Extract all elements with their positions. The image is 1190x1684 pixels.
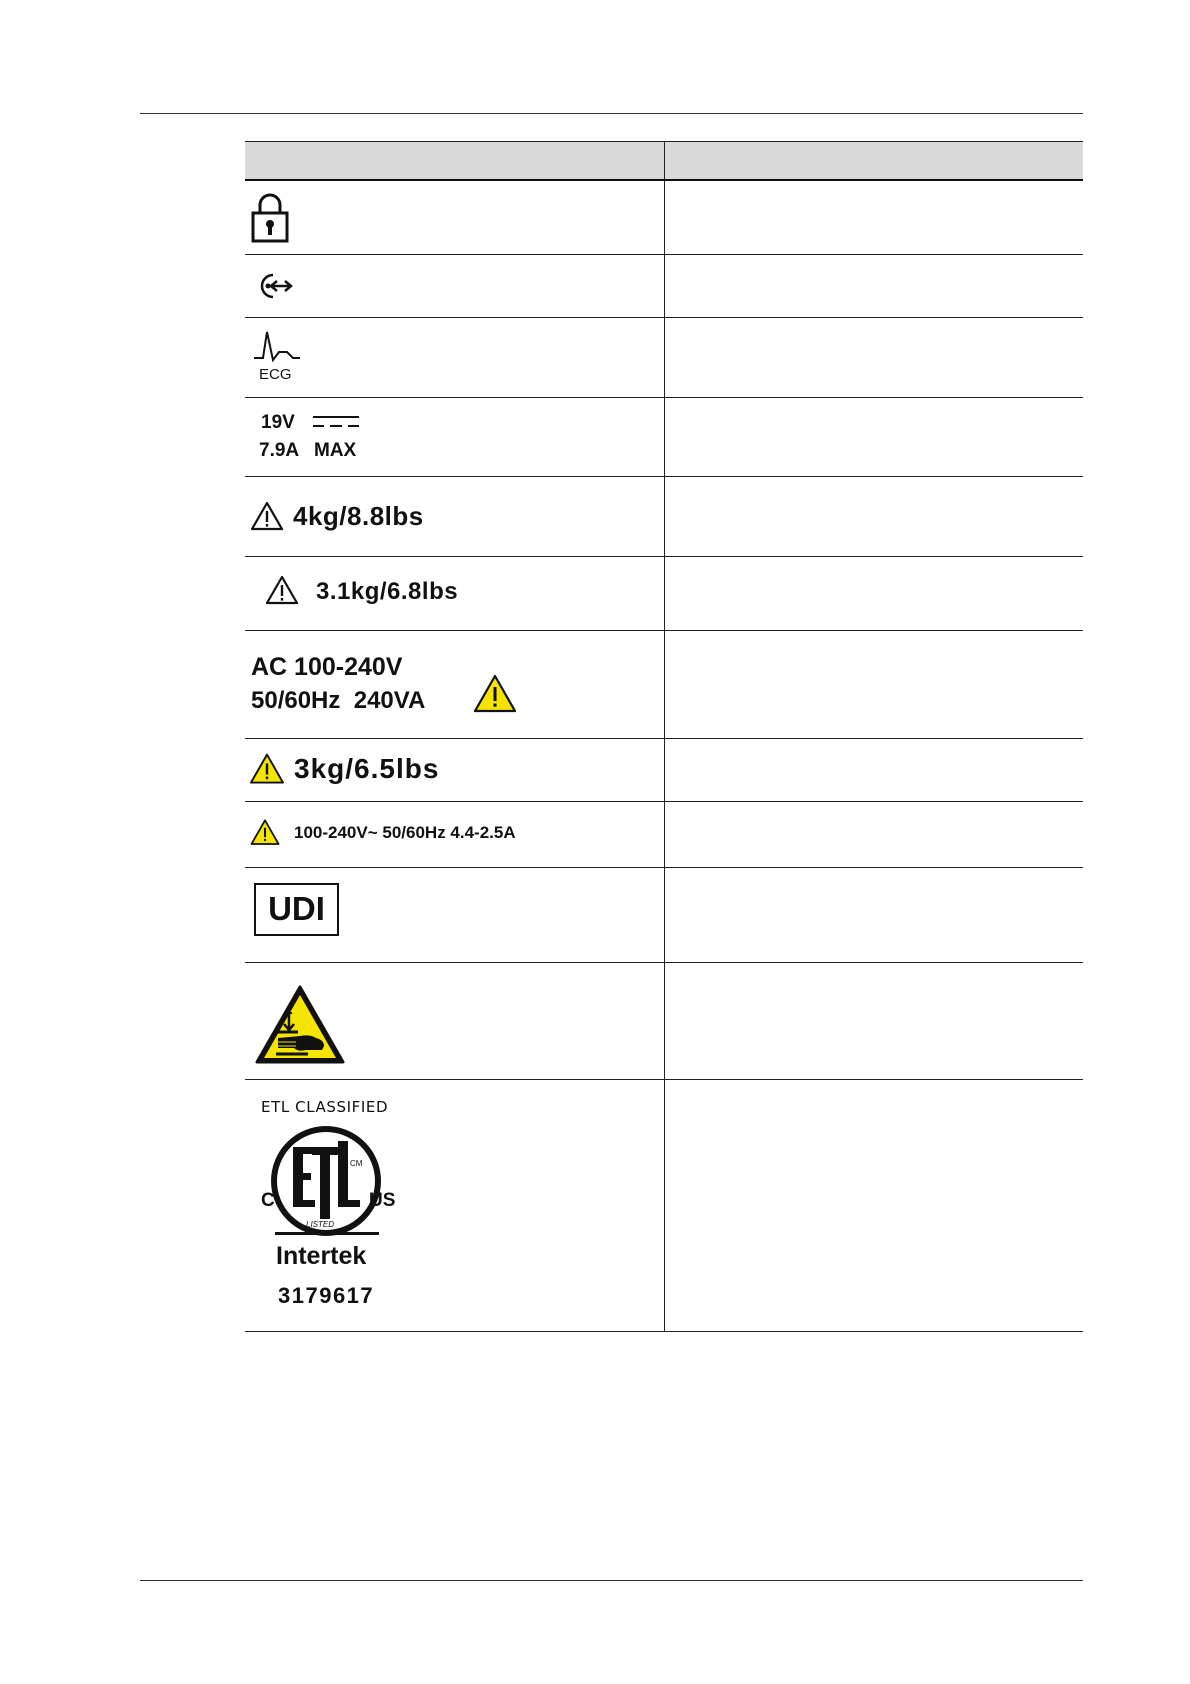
ecg-label: ECG (259, 365, 292, 383)
description-cell (664, 738, 1083, 801)
weight-label: 3kg/6.5lbs (294, 752, 440, 784)
direct-current-icon (311, 414, 361, 430)
symbol-cell (245, 317, 664, 397)
symbol-cell (245, 630, 664, 738)
etl-classified-label: ETL CLASSIFIED (261, 1097, 389, 1116)
symbol-cell (245, 962, 664, 1079)
column-header-description (664, 142, 1083, 181)
table-row (245, 867, 1083, 962)
description-cell (664, 867, 1083, 962)
symbol-table (245, 141, 1083, 1332)
voltage-label: 19V (261, 411, 295, 433)
symbol-cell (245, 738, 664, 801)
power-rating-label: 100-240V~ 50/60Hz 4.4-2.5A (294, 822, 516, 842)
weight-label: 4kg/8.8lbs (293, 500, 424, 531)
symbol-cell (245, 867, 664, 962)
table-row (245, 630, 1083, 738)
current-label: 7.9A (259, 439, 300, 461)
symbol-cell (245, 556, 664, 630)
table-row (245, 801, 1083, 867)
ac-voltage-label: AC 100-240V (251, 652, 403, 681)
description-cell (664, 254, 1083, 317)
udi-icon (254, 883, 339, 936)
table-row (245, 738, 1083, 801)
description-cell (664, 476, 1083, 556)
listed-label: LISTED (306, 1219, 335, 1229)
table-row (245, 476, 1083, 556)
certificate-number: 3179617 (278, 1282, 375, 1308)
table-row (245, 397, 1083, 476)
symbol-cell (245, 254, 664, 317)
symbol-cell (245, 1079, 664, 1331)
warning-yellow-icon (250, 819, 280, 846)
lock-icon (251, 191, 289, 243)
table-row (245, 556, 1083, 630)
symbol-cell (245, 801, 664, 867)
symbol-cell (245, 476, 664, 556)
caution-icon (250, 501, 284, 531)
intertek-label: Intertek (276, 1241, 367, 1270)
ac-frequency-label: 50/60Hz 240VA (251, 686, 426, 714)
caution-icon (265, 575, 299, 605)
hand-crush-warning-icon (254, 984, 346, 1065)
max-label: MAX (314, 439, 357, 461)
warning-yellow-icon (473, 674, 517, 714)
table-row (245, 962, 1083, 1079)
ecg-icon (253, 330, 301, 364)
description-cell (664, 962, 1083, 1079)
description-cell (664, 556, 1083, 630)
description-cell (664, 397, 1083, 476)
table-header-row (245, 142, 1083, 181)
description-cell (664, 630, 1083, 738)
symbol-cell (245, 397, 664, 476)
udi-label: UDI (268, 889, 325, 927)
weight-label: 3.1kg/6.8lbs (316, 577, 459, 605)
table-row (245, 254, 1083, 317)
description-cell (664, 801, 1083, 867)
table-row (245, 1079, 1083, 1331)
etl-underline (275, 1232, 379, 1235)
description-cell (664, 1079, 1083, 1331)
connector-icon (253, 271, 295, 301)
description-cell (664, 317, 1083, 397)
symbol-cell (245, 180, 664, 254)
warning-yellow-icon (249, 753, 285, 785)
canada-label: C (261, 1189, 275, 1211)
table-row (245, 180, 1083, 254)
cm-label: CM (350, 1158, 363, 1168)
header-rule (140, 113, 1083, 114)
etl-listed-logo (258, 1119, 398, 1244)
description-cell (664, 180, 1083, 254)
column-header-symbol (245, 142, 664, 181)
footer-rule (140, 1580, 1083, 1581)
us-label: US (369, 1189, 396, 1211)
table-row (245, 317, 1083, 397)
